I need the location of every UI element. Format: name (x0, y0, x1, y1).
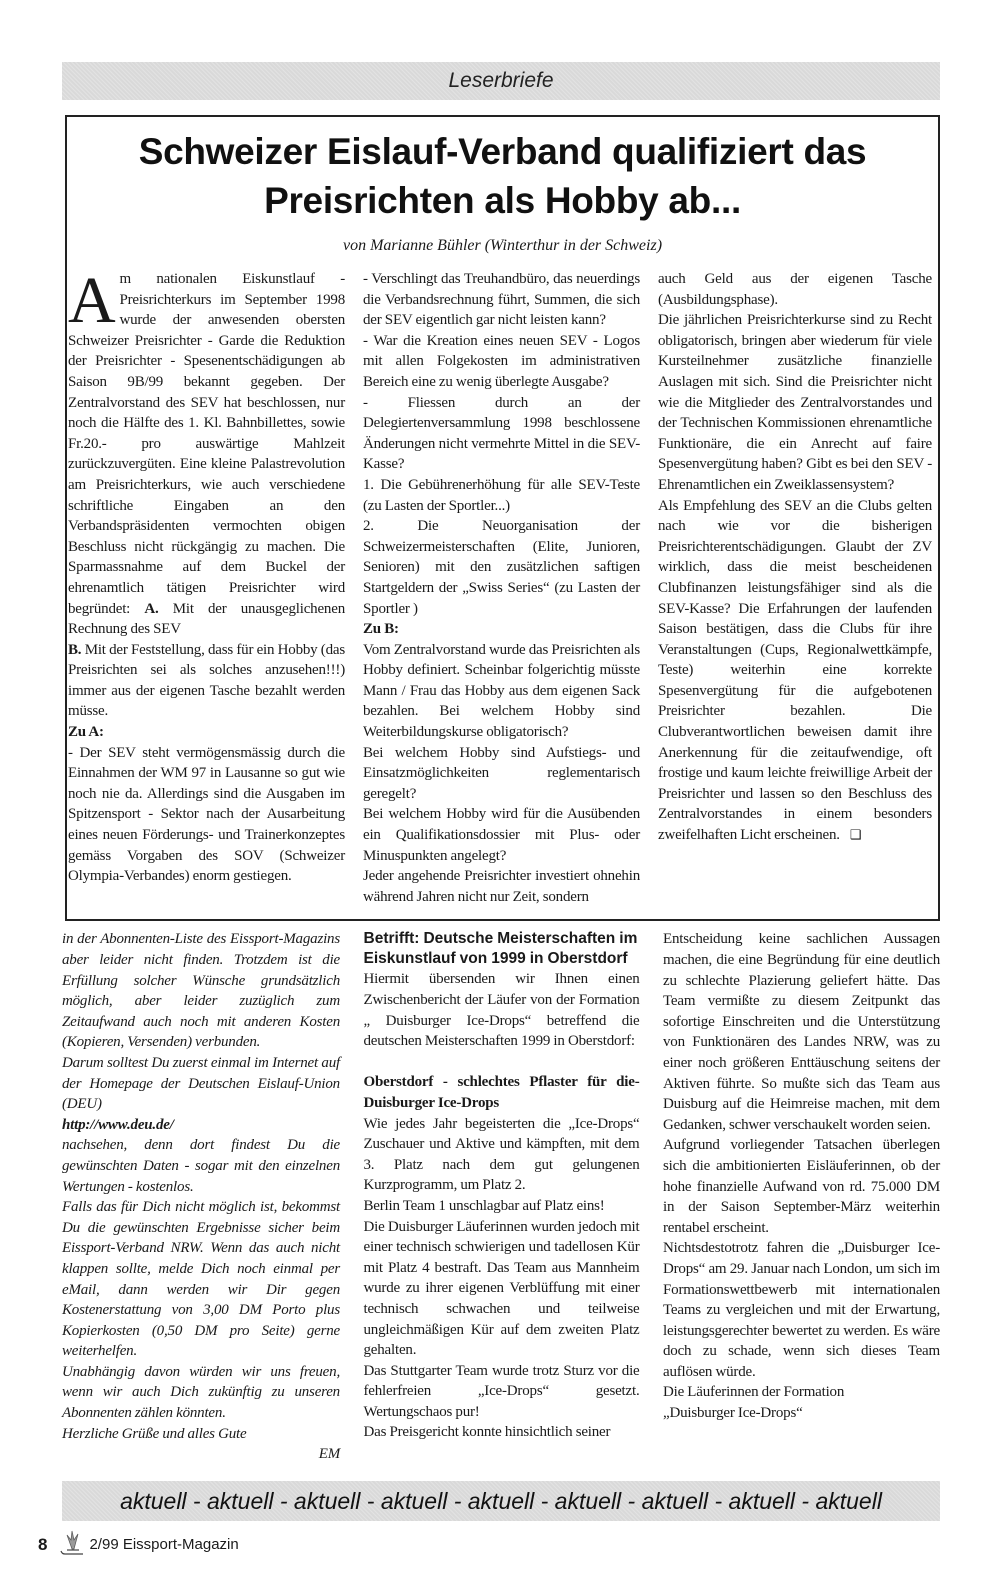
text: m nationalen Eiskunstlauf - Preisrichterkurs im September 1998 wurde der anwesenden obersten Schweizer Preisrichter - Garde die Reduktion der Preisrichter - Spesenentschädigungen ab Saison 9B/99 bekannt gegeben. Der Zentralvorstand des SEV hat beschlossen, nur noch die Hälfte des 1. Kl. Bahnbillettes, sowie Fr.20.- pro auswärtige Mahlzeit zurückzuvergüten. Eine kleine Palastrevolution am Preisrichterkurs, wie auch verschiedene schriftliche Eingaben an den Verbandspräsidenten vermochten obigen Beschluss nicht rückgängig zu machen. Die Sparmassnahme auf dem Buckel der ehrenamtlich tätigen Preisrichter wird begründet: (68, 271, 345, 617)
paragraph (62, 1197, 340, 1362)
text: Entscheidung keine sachlichen Aussagen machen, die eine Begründung für eine deutlich zu schlechte Plazierung geliefert hätte. Das Team vermißte zu diesem Zeitpunkt das sofortige Einschreiten und die Unterstützung von Funktionären des Landes NRW, was zu einer noch größeren Enttäuschung seitens der Aktiven führte. So mußte sich das Team aus Duisburg auf die Heimreise machen, mit dem Gedanken, schwer verschaukelt worden seien. (663, 931, 940, 1133)
paragraph (364, 1114, 640, 1196)
paragraph (658, 269, 932, 310)
text: Vom Zentralvorstand wurde das Preisrichten als Hobby definiert. Scheinbar folgerichtig müsste Mann / Frau das Hobby aus dem eigenen Sack bezahlen. Bei welchem Hobby sind Weiterbildungskurse obligatorisch? (363, 641, 640, 741)
text: 2. Die Neuorganisation der Schweizermeisterschaften (Elite, Junioren, Senioren) mit den zusätzlichen saftigen Startgeldern der „Swiss Series“ (zu Lasten der Sportler ) (363, 518, 640, 617)
paragraph (68, 743, 345, 887)
text: in der Abonnenten-Liste des Eissport-Magazins aber leider nicht finden. Trotzdem ist die Erfüllung solcher Wünsche grundsätzlich möglich, aber leider zuzüglich zum Zeitaufwand auch noch mit anderen Kosten (Kopieren, Versenden) verbunden. (62, 931, 340, 1051)
editor-reply-column (62, 929, 340, 1464)
text: Das Stuttgarter Team wurde trotz Sturz vor die fehlerfreien „Ice-Drops“ gesetzt. Wertungschaos pur! (363, 1362, 640, 1420)
paragraph (663, 1238, 940, 1382)
section-title: Leserbriefe (448, 69, 554, 92)
paragraph (363, 640, 640, 743)
paragraph (363, 516, 640, 619)
paragraph (363, 619, 640, 640)
paragraph (658, 310, 932, 495)
paragraph (364, 1052, 640, 1073)
text: Die jährlichen Preisrichterkurse sind zu Recht obligatorisch, bringen aber wiederum für viele Kursteilnehmer zusätzliche finanzielle Auslagen mit sich. Sind die Preisrichter nicht wie die Mitglieder des Zentralvorstandes und der Technischen Kommissionen ehrenamtliche Funktionäre, die ein Anrecht auf faire Spesenvergütung haben? Gibt es bei den SEV - Ehrenamtlichen ein Zweiklassensystem? (658, 312, 932, 493)
text: Bei welchem Hobby wird für die Ausübenden ein Qualifikationsdossier mit Plus- oder Minuspunkten angelegt? (363, 806, 640, 864)
paragraph (62, 929, 340, 1053)
text: 1. Die Gebührenerhöhung für alle SEV-Teste (zu Lasten der Sportler...) (363, 476, 640, 514)
paragraph (364, 1217, 640, 1361)
text: Aufgrund vorliegender Tatsachen überlegen sich die ambitionierten Eisläuferinnen, ob der hohe finanzielle Aufwand von rd. 75.000 DM in der Saison September-März weiterhin rentabel erscheint. (663, 1137, 940, 1236)
paragraph (663, 1382, 940, 1403)
page-number: 8 (38, 1534, 48, 1554)
paragraph (663, 929, 940, 1135)
text: Unabhängig davon würden wir uns freuen, wenn wir auch Dich zukünftig zu unseren Abonnenten zählen könnten. (62, 1363, 340, 1422)
text: Herzliche Grüße und alles Gute (62, 1425, 247, 1442)
article-columns (67, 264, 938, 907)
bold-text: Zu B: (363, 621, 399, 638)
letter-column-1 (364, 929, 640, 1464)
paragraph (62, 1053, 340, 1115)
bold-text: A. (144, 600, 159, 617)
text: Mit der unausgeglichenen Rechnung des SEV (68, 600, 345, 638)
paragraph (363, 331, 640, 393)
paragraph (364, 1361, 640, 1423)
text: Wie jedes Jahr begeisterten die „Ice-Drops“ Zuschauer und Aktive und kämpften, mit dem 3. Platz nach dem gut gelungenen Kurzprogramm, um Platz 2. (363, 1115, 640, 1194)
paragraph (363, 804, 640, 866)
paragraph (363, 393, 640, 475)
text: Bei welchem Hobby sind Aufstiegs- und Einsatzmöglichkeiten reglementarisch geregelt? (363, 744, 640, 802)
paragraph (663, 1135, 940, 1238)
section-header-band (62, 62, 940, 100)
bottom-banner-text: aktuell - aktuell - aktuell - aktuell - aktuell - aktuell - aktuell - aktuell - aktuell (120, 1487, 882, 1514)
bold-text: B. (68, 641, 82, 658)
paragraph (363, 743, 640, 805)
letter-column-2 (663, 929, 940, 1464)
article-title-line-1: Schweizer Eislauf-Verband qualifiziert das (138, 131, 867, 172)
bold-text: Oberstdorf - schlechtes Pflaster für die- Duisburger Ice-Drops (363, 1074, 640, 1111)
paragraph (62, 1115, 340, 1136)
paragraph (363, 866, 640, 907)
paragraph (62, 1362, 340, 1424)
article-byline: von Marianne Bühler (Winterthur in der Schweiz) (342, 237, 663, 254)
issue-label: 2/99 Eissport-Magazin (89, 1536, 239, 1554)
article-frame (65, 115, 940, 921)
text: Darum solltest Du zuerst einmal im Internet auf der Homepage der Deutschen Eislauf-Union (DEU) (62, 1054, 340, 1113)
text: Nichtsdestotrotz fahren die „Duisburger Ice-Drops“ am 29. Januar nach London, um sich im Formationswettbewerb mit internationalen Teams zu vergleichen und mit der Erwartung, leistungsgerechter bewertet zu werden. Es wäre doch zu schade, wenn sich dieses Team auflösen würde. (663, 1240, 940, 1380)
bottom-banner (62, 1481, 940, 1521)
text: auch Geld aus der eigenen Tasche (Ausbildungsphase). (658, 271, 932, 308)
text: - Verschlingt das Treuhandbüro, das neuerdings die Verbandsrechnung führt, Summen, die sich der SEV eigentlich gar nicht leisten kann? (363, 271, 640, 329)
paragraph (62, 1424, 340, 1445)
text: Mit der Feststellung, dass für ein Hobby (das Preisrichten sei als solches anzusehen!!!) immer aus der eigenen Tasche bezahlt werden müsse. (68, 641, 345, 720)
text: Betrifft: Deutsche Meisterschaften im Eiskunstlauf von 1999 in Oberstdorf (363, 930, 638, 968)
text: Als Empfehlung des SEV an die Clubs gelten nach wie vor die bisherigen Preisrichterentschädigungen. Glaubt der ZV wirklich, dass die meist bescheidenen Clubfinanzen leistungsfähiger sind als die SEV-Kasse? Die Erfahrungen der laufenden Saison bestätigen, dass die Clubs für ihre Veranstaltungen (Cups, Regionalwettkämpfe, Teste) weiterhin eine korrekte Spesenvergütung für die aufgebotenen Preisrichter bezahlen. Die Clubverantwortlichen beweisen damit ihre Anerkennung für die zeitaufwendige, oft frostige und kaum leichte freiwillige Arbeit der Preisrichter und lassen so den Beschluss des Zentralvorstandes in einem besonders zweifelhaften Licht erscheinen. (658, 497, 932, 844)
article-title (67, 127, 938, 225)
text: Berlin Team 1 unschlagbar auf Platz eins! (363, 1197, 605, 1214)
article-column-2 (363, 269, 640, 907)
text: Hiermit übersenden wir Ihnen einen Zwischenbericht der Läufer von der Formation „ Duisburger Ice-Drops“ betreffend die deutschen Meisterschaften 1999 in Oberstdorf: (363, 971, 640, 1050)
text: „Duisburger Ice-Drops“ (663, 1405, 803, 1422)
article-column-1 (68, 264, 345, 907)
paragraph (658, 496, 932, 846)
paragraph (62, 1135, 340, 1197)
text: Die Duisburger Läuferinnen wurden jedoch mit einer technisch schwierigen und tadellosen Kür mit Platz 4 bestraft. Das Team aus Mannheim wurde zu ihrer eigenen Verblüffung mit einer technisch schwachen und teilweise ungleichmäßigen Kür auf dem zweiten Platz gehalten. (363, 1218, 640, 1359)
end-mark-icon: ❑ (849, 827, 862, 843)
paragraph (663, 1403, 940, 1424)
bold-text: Zu A: (68, 724, 104, 741)
paragraph (363, 475, 640, 516)
text: - Fliessen durch an der Delegiertenversammlung 1998 beschlossene Änderungen nicht vermehrte Mittel in die SEV-Kasse? (363, 394, 640, 473)
paragraph (364, 1422, 640, 1443)
text: Falls das für Dich nicht möglich ist, bekommst Du die gewünschten Ergebnisse sicher beim Eissport-Verband NRW. Wenn das auch nicht klappen sollte, melde Dich noch einmal per eMail, dann werden wir Dir gegen Kostenerstattung von 3,00 DM Porto plus Kopierkosten (0,50 DM pro Seite) gerne weiterhelfen. (62, 1199, 340, 1360)
drop-cap: A (68, 264, 116, 337)
lower-columns (62, 929, 940, 1464)
page-footer (38, 1531, 940, 1559)
text: EM (318, 1446, 340, 1463)
ice-skate-figure-logo-icon (57, 1529, 87, 1560)
bold-text: http://www.deu.de/ (62, 1116, 174, 1133)
paragraph (68, 640, 345, 722)
text: Jeder angehende Preisrichter investiert ohnehin während Jahren nicht nur Zeit, sondern (363, 868, 640, 905)
text: nachsehen, denn dort findest Du die gewünschten Daten - sogar mit den einzelnen Wertungen - kostenlos. (62, 1137, 340, 1195)
text: - Der SEV steht vermögensmässig durch die Einnahmen der WM 97 in Lausanne so gut wie noch nie da. Allerdings sind die Ausgaben im Spitzensport - Sektor nach der Ausarbeitung eines neuen Förderungs- und Trainerkonzeptes gemäss Vorgaben des SOV (Schweizer Olympia-Verbandes) enorm gestiegen. (68, 744, 345, 885)
letter-heading (364, 929, 640, 969)
paragraph (68, 264, 345, 640)
paragraph (364, 1072, 640, 1113)
paragraph (364, 969, 640, 1051)
text: - War die Kreation eines neuen SEV - Logos mit allen Folgekosten im administrativen Bereich eine zu wenig überlegte Ausgabe? (363, 332, 640, 390)
paragraph (363, 269, 640, 331)
text: Die Läuferinnen der Formation (663, 1384, 845, 1401)
article-column-3 (658, 269, 932, 907)
text: Das Preisgericht konnte hinsichtlich seiner (363, 1424, 611, 1441)
paragraph (68, 722, 345, 743)
paragraph (62, 1444, 340, 1465)
paragraph (364, 1196, 640, 1217)
article-title-line-2: Preisrichten als Hobby ab... (264, 180, 741, 221)
